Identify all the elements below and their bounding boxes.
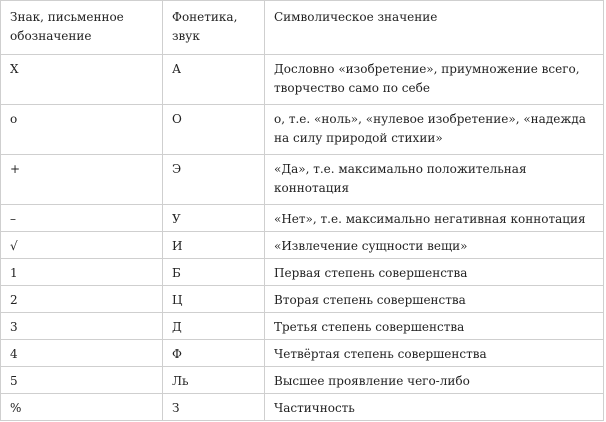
table-row	[1, 367, 604, 394]
cell-sound: У	[163, 205, 265, 232]
table-row	[1, 313, 604, 340]
table-row	[1, 286, 604, 313]
table-row	[1, 232, 604, 259]
table-row	[1, 105, 604, 155]
cell-meaning: Дословно «изобретение», приумножение всего, творчество само по себе	[265, 55, 604, 105]
cell-sign: 3	[1, 313, 163, 340]
header-meaning: Символическое значение	[265, 1, 604, 55]
table-row	[1, 205, 604, 232]
cell-sign: √	[1, 232, 163, 259]
cell-sound: Ц	[163, 286, 265, 313]
table-row	[1, 394, 604, 421]
cell-meaning: Четвёртая степень совершенства	[265, 340, 604, 367]
cell-sound: Д	[163, 313, 265, 340]
cell-sound: И	[163, 232, 265, 259]
header-sign: Знак, письменное обозначение	[1, 1, 163, 55]
table-row	[1, 340, 604, 367]
cell-meaning: Первая степень совершенства	[265, 259, 604, 286]
table-header-row	[1, 1, 604, 55]
cell-sound: Э	[163, 155, 265, 205]
cell-sound: Ф	[163, 340, 265, 367]
table-row	[1, 155, 604, 205]
cell-sign: 4	[1, 340, 163, 367]
cell-sign: +	[1, 155, 163, 205]
cell-meaning: Третья степень совершенства	[265, 313, 604, 340]
cell-sign: –	[1, 205, 163, 232]
cell-sound: А	[163, 55, 265, 105]
cell-sound: Ль	[163, 367, 265, 394]
cell-sign: X	[1, 55, 163, 105]
cell-meaning: «Извлечение сущности вещи»	[265, 232, 604, 259]
table-row	[1, 259, 604, 286]
table-row	[1, 55, 604, 105]
header-phonetics: Фонетика, звук	[163, 1, 265, 55]
cell-meaning: Вторая степень совершенства	[265, 286, 604, 313]
cell-meaning: Частичность	[265, 394, 604, 421]
cell-sound: Б	[163, 259, 265, 286]
cell-meaning: Высшее проявление чего-либо	[265, 367, 604, 394]
cell-sign: 5	[1, 367, 163, 394]
cell-sign: o	[1, 105, 163, 155]
cell-sign: 1	[1, 259, 163, 286]
cell-sign: %	[1, 394, 163, 421]
cell-meaning: о, т.е. «ноль», «нулевое изобретение», «надежда на силу природой стихии»	[265, 105, 604, 155]
cell-meaning: «Нет», т.е. максимально негативная коннотация	[265, 205, 604, 232]
cell-sound: З	[163, 394, 265, 421]
cell-sound: О	[163, 105, 265, 155]
cell-meaning: «Да», т.е. максимально положительная коннотация	[265, 155, 604, 205]
cell-sign: 2	[1, 286, 163, 313]
